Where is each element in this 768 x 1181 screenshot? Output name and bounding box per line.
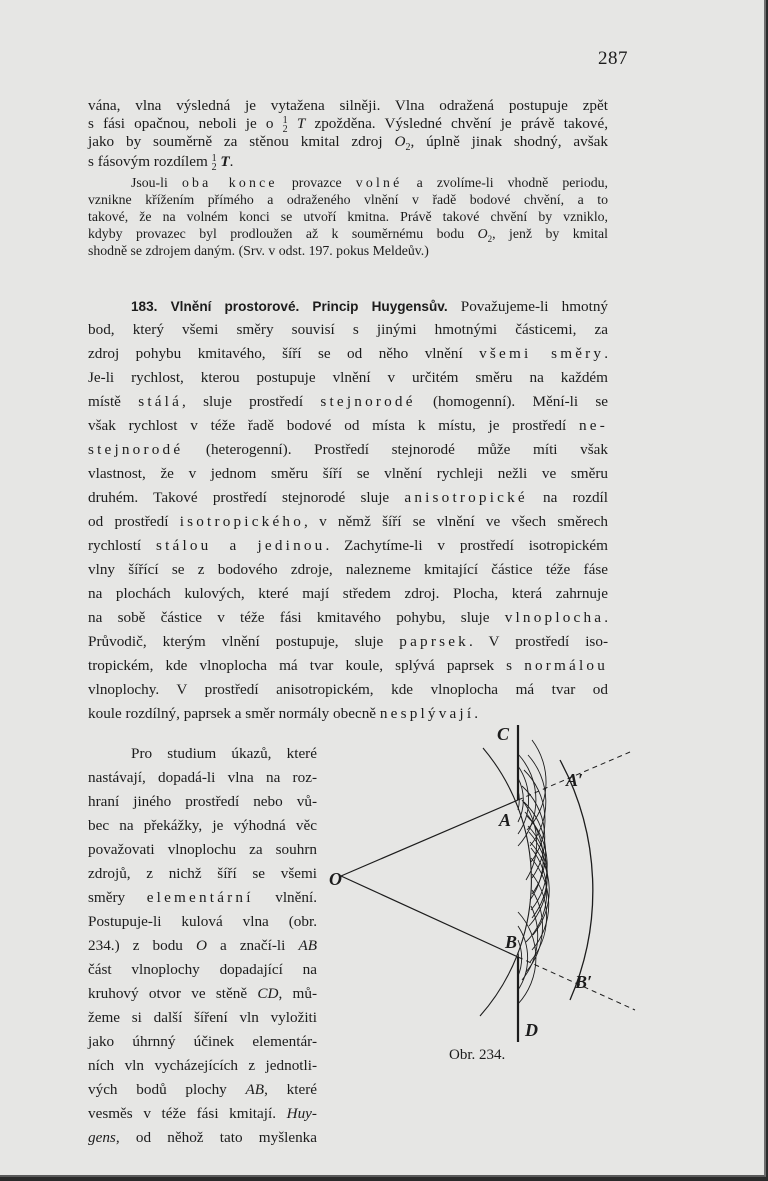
text-line: jako by souměrně za stěnou kmital zdroj $O_2$, úplně jinak shodný, avšak bbox=[88, 133, 608, 154]
text-line: ních vln vycházejících z jednotli- bbox=[88, 1057, 317, 1074]
text-line: považovati vlnoplochu za souhrn bbox=[88, 841, 317, 858]
text-line: vlnoplochy. V prostředí anisotropickém, kde vlnoplocha má tvar od bbox=[88, 681, 608, 698]
text-line: s fásovým rozdílem 1 2 T. bbox=[88, 152, 234, 173]
text-line: část vlnoplochy dopadající na bbox=[88, 961, 317, 978]
section-number: 183. bbox=[131, 299, 158, 314]
text-line: vlastnost, že v jednom směru šíří se vlnění rychleji nežli ve směru bbox=[88, 465, 608, 482]
text-line: na sobě částice v téže fási kmitavého pohybu, sluje vlnoplocha. bbox=[88, 609, 608, 626]
text-line: Jsou-li oba konce provazce volné a zvolíme-li vhodně periodu, bbox=[131, 175, 608, 190]
text-line: bod, který všemi směry souvisí s jinými hmotnými částicemi, za bbox=[88, 321, 608, 338]
section-title: Vlnění prostorové. Princip Huygensův. bbox=[170, 299, 448, 314]
text-line: kruhový otvor ve stěně CD, mů- bbox=[88, 985, 317, 1002]
label-C: C bbox=[497, 724, 510, 744]
text-line: stejnorodé (heterogenní). Prostředí stejnorodé může míti však bbox=[88, 441, 608, 458]
label-A: A bbox=[499, 810, 512, 830]
label-B-prime: B′ bbox=[575, 972, 593, 992]
text-line: žeme si další šíření vln vyložiti bbox=[88, 1009, 317, 1026]
text-line: kdyby provazec byl prodloužen až k souměrnému bodu $O_2$, jenž by kmital bbox=[88, 226, 609, 244]
fraction-half: 1 2 bbox=[282, 114, 288, 135]
label-O: O bbox=[329, 869, 342, 889]
text-line: tropickém, kde vlnoplocha má tvar koule, splývá paprsek s normálou bbox=[88, 657, 608, 674]
fraction-half: 1 2 bbox=[211, 152, 217, 173]
text-line: koule rozdílný, paprsek a směr normály obecně nesplývají. bbox=[88, 705, 479, 722]
huygens-diagram bbox=[320, 715, 650, 1070]
label-D: D bbox=[525, 1020, 538, 1040]
text-line: nastávají, dopadá-li vlna na roz- bbox=[88, 769, 317, 786]
text-line: od prostředí isotropického, v němž šíří se vlnění ve všech směrech bbox=[88, 513, 608, 530]
text-line: takové, že na volném konci se utvoří kmitna. Právě takové chvění by vzniklo, bbox=[88, 209, 608, 224]
text-line: vznikne křížením přímého a odraženého vlnění v řadě bodové chvění, a to bbox=[88, 192, 608, 207]
text-line: shodně se zdrojem daným. (Srv. v odst. 197. pokus Meldeův.) bbox=[88, 243, 429, 258]
text-line: vána, vlna výsledná je vytažena silněji. Vlna odražená postupuje zpět bbox=[88, 97, 608, 114]
text-line: Pro studium úkazů, které bbox=[131, 745, 317, 762]
text-line: vých bodů plochy AB, které bbox=[88, 1081, 318, 1098]
section-heading-line: 183. Vlnění prostorové. Princip Huygensův. Považujeme-li hmotný bbox=[131, 298, 609, 315]
text-line: vesměs v téže fási kmitají. Huy- bbox=[88, 1105, 317, 1122]
label-B: B bbox=[505, 932, 518, 952]
text-line: Průvodič, kterým vlnění postupuje, sluje paprsek. V prostředí iso- bbox=[88, 633, 608, 650]
text-line: s fási opačnou, neboli je o 1 2 T zpožděna. Výsledné chvění je právě takové, bbox=[88, 114, 609, 135]
text-line: gens, od něhož tato myšlenka bbox=[88, 1129, 317, 1146]
text-line: bec na překážky, je výhodná věc bbox=[88, 817, 317, 834]
text-line: Je-li rychlost, kterou postupuje vlnění v určitém směru na každém bbox=[88, 369, 608, 386]
text-line: však rychlost v téže řadě bodové od místa k místu, je prostředí ne- bbox=[88, 417, 608, 434]
text-line: vlny šířící se z bodového zdroje, nalezneme kmitající částice téže fáse bbox=[88, 561, 608, 578]
page-number: 287 bbox=[598, 48, 628, 69]
text-line: směry elementární vlnění. bbox=[88, 889, 317, 906]
text-line: na plochách kulových, které mají středem zdroj. Plocha, která zahrnuje bbox=[88, 585, 608, 602]
text-line: zdroj pohybu kmitavého, šíří se od něho vlnění všemi směry. bbox=[88, 345, 608, 362]
label-A-prime: A′ bbox=[566, 770, 584, 790]
text-line: místě stálá, sluje prostředí stejnorodé (homogenní). Mění-li se bbox=[88, 393, 609, 410]
figure-caption: Obr. 234. bbox=[449, 1047, 506, 1063]
text-line: Postupuje-li kulová vlna (obr. bbox=[88, 913, 317, 930]
text-line: zdrojů, z nichž šíří se všemi bbox=[88, 865, 317, 882]
text-line: hraní jiného prostředí nebo vů- bbox=[88, 793, 317, 810]
text-line: jako úhrnný účinek elementár- bbox=[88, 1033, 317, 1050]
text-line: druhém. Takové prostředí stejnorodé sluje anisotropické na rozdíl bbox=[88, 489, 608, 506]
text-line: 234.) z bodu O a značí-li AB bbox=[88, 937, 317, 954]
text-line: rychlostí stálou a jedinou. Zachytíme-li v prostředí isotropickém bbox=[88, 537, 608, 554]
